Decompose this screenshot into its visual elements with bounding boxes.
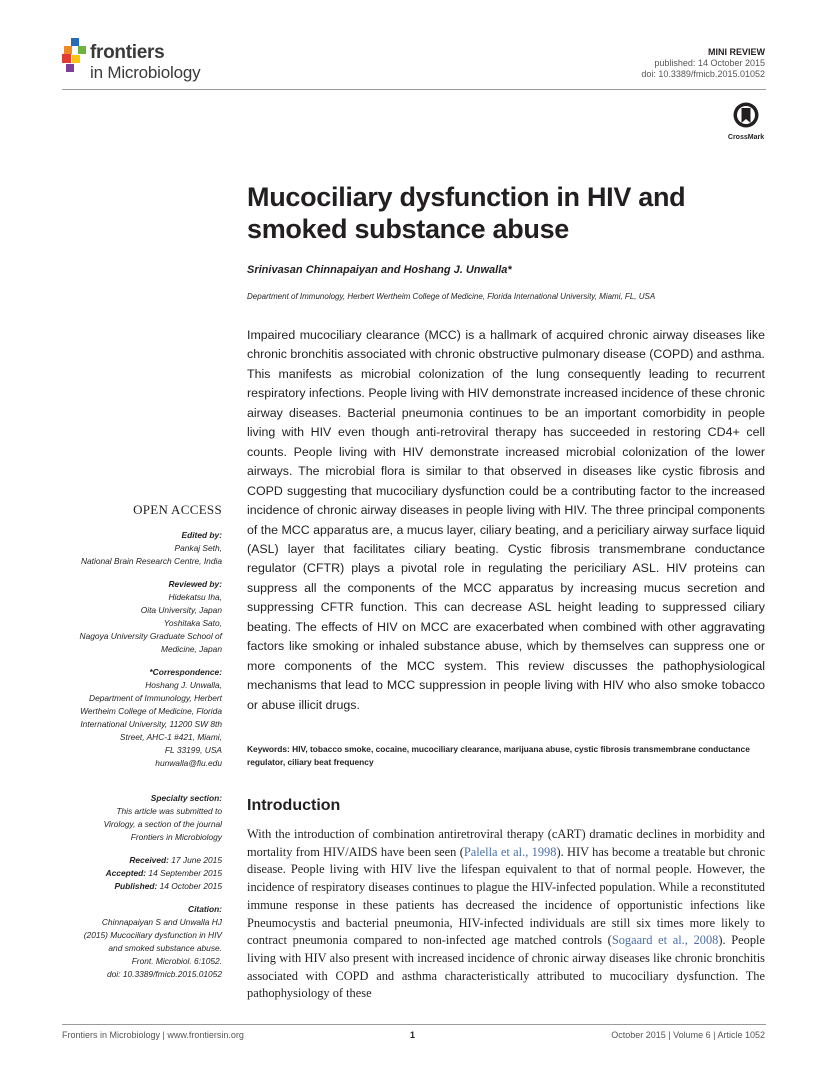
section-heading-introduction: Introduction xyxy=(247,797,341,814)
journal-name: frontiers xyxy=(90,42,165,63)
sidebar-heading: Edited by: xyxy=(181,530,222,540)
sidebar-line: (2015) Mucociliary dysfunction in HIV xyxy=(83,930,222,940)
keywords: Keywords: HIV, tobacco smoke, cocaine, mucociliary clearance, marijuana abuse, cystic fibrosis transmembrane conductance regulator, ciliary beat frequency xyxy=(247,744,750,767)
footer-issue: October 2015 | Volume 6 | Article 1052 xyxy=(611,1030,765,1040)
accepted-value: 14 September 2015 xyxy=(148,868,222,878)
intro-text-part: ). HIV has become a treatable but chronic disease. People living with HIV live the lifespan equivalent to that of normal people. However, the incidence of respiratory diseases continues to plague the HIV-infected population. While a reconstituted immune response in these patients has decreased the incidence of opportunistic infections like Pneumocystis and bacterial pneumonia, HIV-infected individuals are still six times more likely to contract pneumonia compared to non-infected age matched controls ( xyxy=(247,844,765,948)
sidebar-line: Yoshitaka Sato, xyxy=(163,618,222,628)
crossmark-label: CrossMark xyxy=(727,134,765,141)
sidebar-line: Virology, a section of the journal xyxy=(103,819,222,829)
article-type: MINI REVIEW xyxy=(707,47,765,57)
edited-by-block xyxy=(60,529,222,568)
article-authors: Srinivasan Chinnapaiyan and Hoshang J. Unwalla* xyxy=(247,264,512,276)
dates-block xyxy=(60,854,222,893)
citation-link[interactable]: Sogaard et al., 2008 xyxy=(611,933,719,948)
footer-divider xyxy=(62,1024,766,1025)
abstract: Impaired mucociliary clearance (MCC) is a hallmark of acquired chronic airway diseases like chronic bronchitis associated with chronic obstructive pulmonary disease (COPD) and asthma. This manifests as microbial colonization of the lung consequently leading to recurrent respiratory infections. People living with HIV demonstrate increased incidence of these chronic airway diseases. Bacterial pneumonia continues to be an important comorbidity in people living with HIV even though anti-retroviral therapy has succeeded in restoring CD4+ cell counts. People living with HIV demonstrate increased microbial colonization of the lower airways. The microbial flora is similar to that observed in diseases like cystic fibrosis and COPD suggesting that mucociliary dysfunction could be a contributing factor to the increased incidence of chronic airway diseases in people living with HIV. The three principal components of the MCC apparatus are, a mucus layer, ciliary beating, and a periciliary airway surface liquid (ASL) layer that facilitates ciliary beating. Cystic fibrosis transmembrane conductance regulator (CFTR) plays a pivotal role in regulating the periciliary ASL. HIV proteins can suppress all the components of the MCC apparatus by increasing mucus secretion and suppressing CFTR function. This can decrease ASL height leading to suppressed ciliary beating. The effects of HIV on MCC are exacerbated when combined with other aggravating factors like smoking or inhaled substance abuse, which by themselves can suppress one or more components of the MCC system. This review discusses the pathophysiological mechanisms that lead to MCC suppression in people living with HIV who also smoke tobacco or abuse illicit drugs. xyxy=(247,328,765,712)
sidebar-line: Oita University, Japan xyxy=(140,605,222,615)
accepted-label: Accepted: xyxy=(105,868,147,878)
article-sidebar xyxy=(60,503,222,991)
published-date: published: 14 October 2015 xyxy=(654,58,765,68)
sidebar-line: International University, 11200 SW 8th xyxy=(80,719,222,729)
sidebar-heading: Citation: xyxy=(188,904,222,914)
header-divider xyxy=(62,89,766,90)
sidebar-heading: *Correspondence: xyxy=(149,667,222,677)
sidebar-line: Hidekatsu Iha, xyxy=(168,592,222,602)
frontiers-logo-icon xyxy=(62,38,88,74)
specialty-block xyxy=(60,792,222,844)
published-value: 14 October 2015 xyxy=(159,881,222,891)
sidebar-line: and smoked substance abuse. xyxy=(108,943,222,953)
sidebar-line: Nagoya University Graduate School of xyxy=(79,631,222,641)
sidebar-line: This article was submitted to xyxy=(116,806,222,816)
article-doi[interactable]: doi: 10.3389/fmicb.2015.01052 xyxy=(641,69,765,79)
sidebar-line: Department of Immunology, Herbert xyxy=(89,693,222,703)
published-date-sidebar xyxy=(60,880,222,893)
intro-text-part: With the introduction of combination antiretroviral therapy (cART) dramatic declines in morbidity and mortality from HIV/AIDS have been seen ( xyxy=(247,827,765,859)
citation-block xyxy=(60,903,222,981)
crossmark-icon xyxy=(733,102,759,128)
intro-text-part: ). People living with HIV also present with increased incidence of chronic airway diseases like chronic bronchitis associated with COPD and asthma characteristically attributed to mucociliary dysfunction. The pathophysiology of these xyxy=(247,933,765,1001)
sidebar-line: doi: 10.3389/fmicb.2015.01052 xyxy=(106,969,222,979)
sidebar-line: Chinnapaiyan S and Unwalla HJ xyxy=(101,917,222,927)
received-value: 17 June 2015 xyxy=(171,855,222,865)
correspondence-email[interactable]: hunwalla@fiu.edu xyxy=(155,758,222,768)
sidebar-line: National Brain Research Centre, India xyxy=(80,556,222,566)
sidebar-line: Hoshang J. Unwalla, xyxy=(145,680,222,690)
received-date xyxy=(60,854,222,867)
sidebar-line: Frontiers in Microbiology xyxy=(130,832,222,842)
sidebar-line: Street, AHC-1 #421, Miami, xyxy=(119,732,222,742)
sidebar-heading: Specialty section: xyxy=(150,793,222,803)
article-meta xyxy=(641,47,765,80)
sidebar-line: Pankaj Seth, xyxy=(174,543,222,553)
sidebar-line: Medicine, Japan xyxy=(161,644,222,654)
author-affiliation: Department of Immunology, Herbert Wertheim College of Medicine, Florida International University, Miami, FL, USA xyxy=(247,292,656,301)
correspondence-block xyxy=(60,666,222,770)
crossmark-badge[interactable] xyxy=(727,102,765,142)
introduction-text xyxy=(247,826,765,1003)
sidebar-heading: Reviewed by: xyxy=(168,579,222,589)
page-number: 1 xyxy=(410,1030,416,1040)
sidebar-line: Wertheim College of Medicine, Florida xyxy=(80,706,222,716)
sidebar-line: Front. Microbiol. 6:1052. xyxy=(131,956,222,966)
reviewed-by-block xyxy=(60,578,222,656)
footer-journal[interactable]: Frontiers in Microbiology | www.frontiersin.org xyxy=(62,1030,244,1040)
citation-link[interactable]: Palella et al., 1998 xyxy=(463,844,557,859)
published-label: Published: xyxy=(114,881,158,891)
sidebar-line: FL 33199, USA xyxy=(164,745,222,755)
open-access-label: OPEN ACCESS xyxy=(133,502,222,517)
article-title: Mucociliary dysfunction in HIV and smoked substance abuse xyxy=(247,182,686,244)
received-label: Received: xyxy=(129,855,169,865)
accepted-date xyxy=(60,867,222,880)
journal-subname: in Microbiology xyxy=(90,63,201,82)
